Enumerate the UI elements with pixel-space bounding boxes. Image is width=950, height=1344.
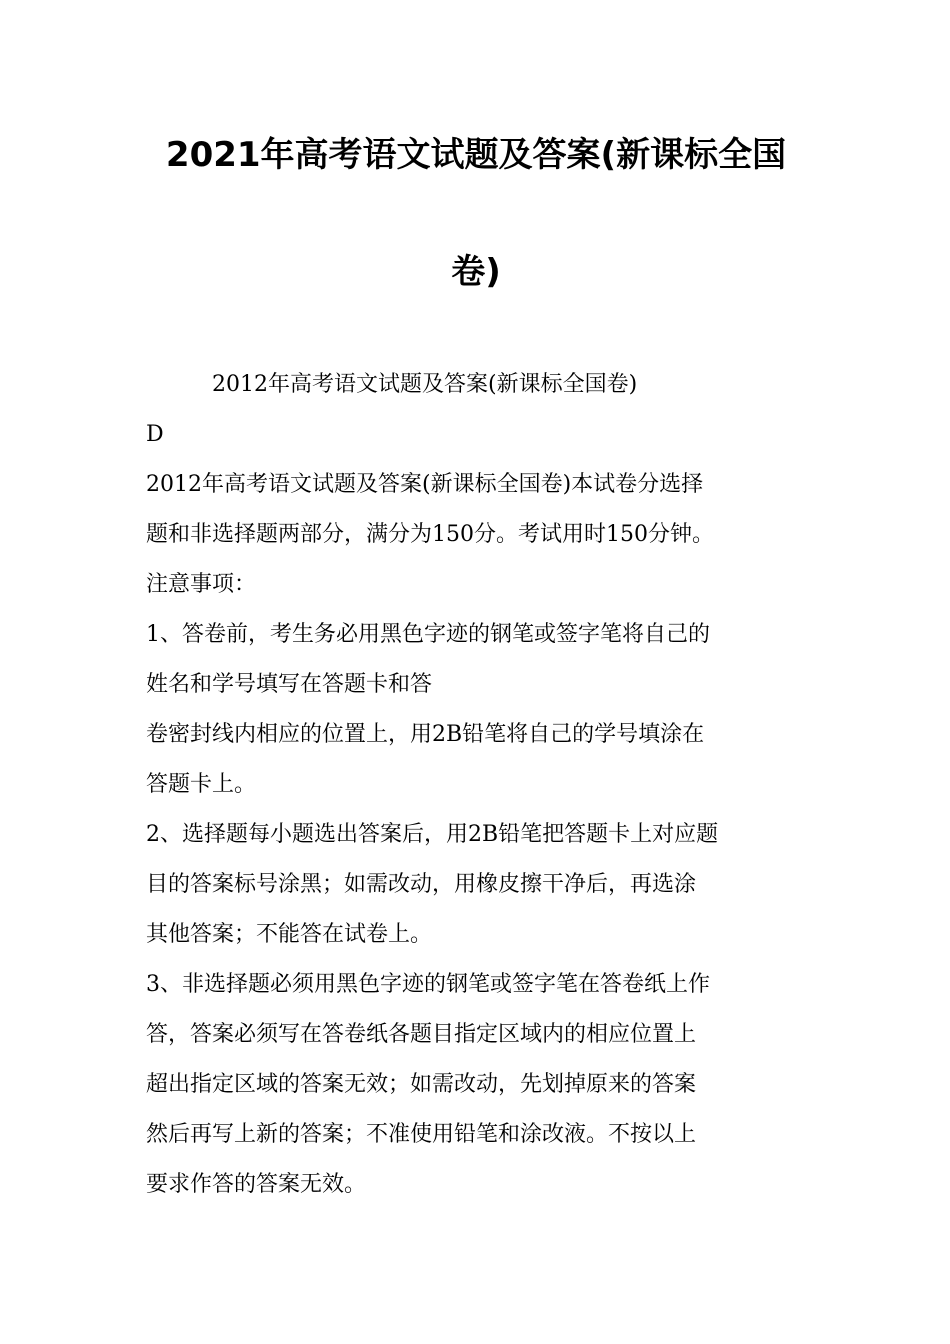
document-body: [146, 360, 806, 1210]
body-line: D: [146, 422, 164, 447]
body-line: 2、选择题每小题选出答案后，用2B铅笔把答题卡上对应题: [146, 822, 719, 847]
body-line: 题和非选择题两部分，满分为150分。考试用时150分钟。: [146, 522, 714, 547]
document-title-line-1: 2021年高考语文试题及答案(新课标全国: [165, 135, 787, 175]
subtitle-line: 2012年高考语文试题及答案(新课标全国卷): [212, 372, 638, 397]
body-line: 1、答卷前，考生务必用黑色字迹的钢笔或签字笔将自己的: [146, 622, 710, 647]
body-line: 答，答案必须写在答卷纸各题目指定区域内的相应位置上: [146, 1022, 697, 1047]
body-line: 答题卡上。: [146, 772, 257, 797]
body-line: 其他答案；不能答在试卷上。: [146, 922, 433, 947]
body-line: 2012年高考语文试题及答案(新课标全国卷)本试卷分选择: [146, 472, 704, 497]
body-line: 超出指定区域的答案无效；如需改动，先划掉原来的答案: [146, 1072, 697, 1097]
body-line: 要求作答的答案无效。: [146, 1172, 367, 1197]
body-line: 目的答案标号涂黑；如需改动，用橡皮擦干净后，再选涂: [146, 872, 697, 897]
document-title-line-2: 卷): [451, 252, 501, 292]
body-line: 姓名和学号填写在答题卡和答: [146, 672, 433, 697]
body-line: 卷密封线内相应的位置上，用2B铅笔将自己的学号填涂在: [146, 722, 705, 747]
body-line: 3、非选择题必须用黑色字迹的钢笔或签字笔在答卷纸上作: [146, 972, 710, 997]
notes-heading: 注意事项：: [146, 572, 257, 597]
body-line: 然后再写上新的答案；不准使用铅笔和涂改液。不按以上: [146, 1122, 697, 1147]
